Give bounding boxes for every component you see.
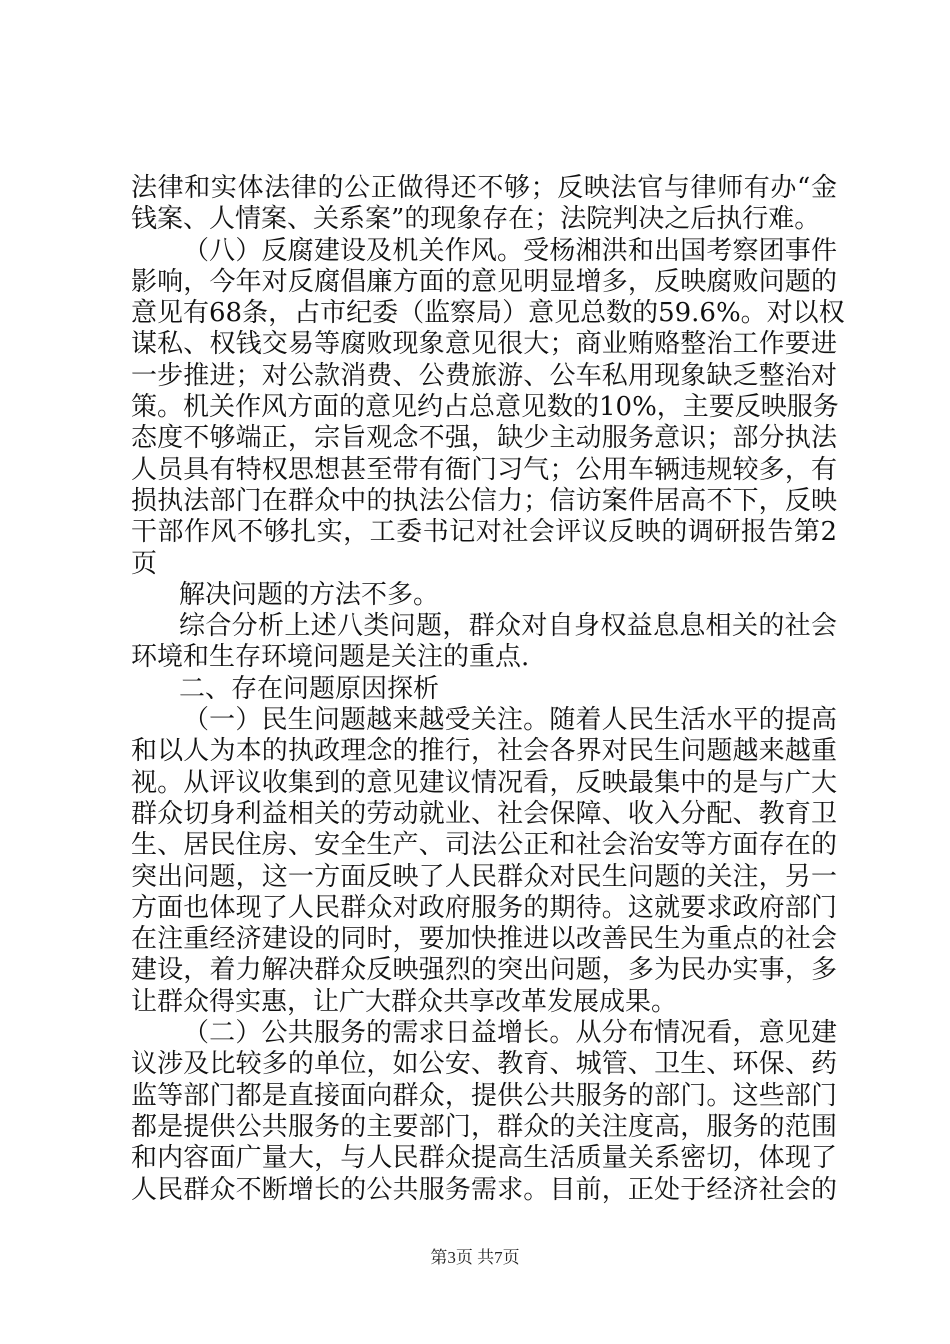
text-line: 视。从评议收集到的意见建议情况看，反映最集中的是与广大 bbox=[131, 767, 837, 798]
text-line: 解决问题的方法不多。 bbox=[179, 579, 440, 610]
section-heading-line: （八）反腐建设及机关作风。受杨湘洪和出国考察团事件 bbox=[183, 235, 837, 266]
text-line: 让群众得实惠，让广大群众共享改革发展成果。 bbox=[131, 986, 678, 1017]
text-line: 钱案、人情案、关系案”的现象存在；法院判决之后执行难。 bbox=[131, 204, 821, 235]
text-line: 策。机关作风方面的意见约占总意见数的10%，主要反映服务 bbox=[131, 392, 839, 423]
text-line: 和内容面广量大，与人民群众提高生活质量关系密切，体现了 bbox=[131, 1143, 837, 1174]
text-line: 建设，着力解决群众反映强烈的突出问题，多为民办实事，多 bbox=[131, 955, 837, 986]
text-line: 人民群众不断增长的公共服务需求。目前，正处于经济社会的 bbox=[131, 1174, 837, 1205]
text-line: 方面也体现了人民群众对政府服务的期待。这就要求政府部门 bbox=[131, 892, 837, 923]
document-body bbox=[131, 173, 845, 1206]
text-line: 法律和实体法律的公正做得还不够；反映法官与律师有办“金 bbox=[131, 173, 837, 203]
text-line: 生、居民住房、安全生产、司法公正和社会治安等方面存在的 bbox=[131, 830, 837, 861]
text-line: 在注重经济建设的同时，要加快推进以改善民生为重点的社会 bbox=[131, 924, 837, 955]
text-line: 和以人为本的执政理念的推行，社会各界对民生问题越来越重 bbox=[131, 736, 837, 767]
text-line: 损执法部门在群众中的执法公信力；信访案件居高不下，反映 bbox=[131, 485, 837, 516]
text-line: 意见有68条，占市纪委（监察局）意见总数的59.6%。对以权 bbox=[131, 298, 845, 329]
text-line: 突出问题，这一方面反映了人民群众对民生问题的关注，另一 bbox=[131, 861, 837, 892]
section-heading-line: （一）民生问题越来越受关注。随着人民生活水平的提高 bbox=[183, 705, 837, 736]
page-number-footer: 第3页 共7页 bbox=[430, 1248, 520, 1267]
text-line: 监等部门都是直接面向群众，提供公共服务的部门。这些部门 bbox=[131, 1080, 837, 1111]
text-line: 影响，今年对反腐倡廉方面的意见明显增多，反映腐败问题的 bbox=[131, 266, 837, 297]
text-line: 环境和生存环境问题是关注的重点. bbox=[131, 642, 530, 673]
text-line: 页 bbox=[131, 548, 158, 579]
text-line: 议涉及比较多的单位，如公安、教育、城管、卫生、环保、药 bbox=[131, 1049, 837, 1080]
text-line: 态度不够端正，宗旨观念不强，缺少主动服务意识；部分执法 bbox=[131, 423, 837, 454]
text-line: 群众切身利益相关的劳动就业、社会保障、收入分配、教育卫 bbox=[131, 798, 837, 829]
text-line: 干部作风不够扎实，工委书记对社会评议反映的调研报告第2 bbox=[131, 517, 837, 548]
section-heading-line: （二）公共服务的需求日益增长。从分布情况看，意见建 bbox=[183, 1018, 837, 1049]
text-line: 人员具有特权思想甚至带有衙门习气；公用车辆违规较多，有 bbox=[131, 454, 837, 485]
text-line: 一步推进；对公款消费、公费旅游、公车私用现象缺乏整治对 bbox=[131, 360, 837, 391]
text-line: 谋私、权钱交易等腐败现象意见很大；商业贿赂整治工作要进 bbox=[131, 329, 837, 360]
section-heading-line: 二、存在问题原因探析 bbox=[179, 673, 440, 704]
text-line: 都是提供公共服务的主要部门，群众的关注度高，服务的范围 bbox=[131, 1111, 837, 1142]
text-line: 综合分析上述八类问题，群众对自身权益息息相关的社会 bbox=[179, 611, 837, 642]
